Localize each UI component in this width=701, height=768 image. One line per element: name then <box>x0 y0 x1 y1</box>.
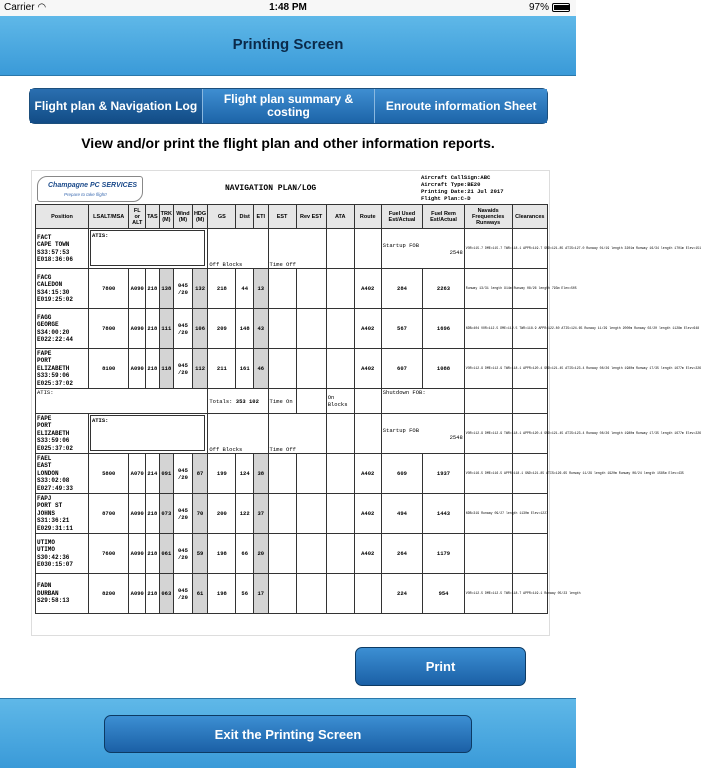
table-cell: 045 /20 <box>174 454 193 494</box>
waypoint-line: FACG <box>37 273 52 281</box>
column-header: Route <box>354 205 381 229</box>
table-cell <box>296 349 326 389</box>
table-cell: 061 <box>159 534 174 574</box>
waypoint-line: E018:36:06 <box>37 256 74 263</box>
table-cell: 112 <box>192 349 208 389</box>
table-cell <box>268 349 296 389</box>
table-cell <box>354 414 381 454</box>
totals-label: Totals: <box>209 397 233 405</box>
table-cell: 199 <box>208 454 236 494</box>
table-cell: 17 <box>254 574 269 614</box>
table-cell: 045 /20 <box>174 494 193 534</box>
table-row <box>36 269 548 309</box>
table-cell <box>296 389 326 414</box>
table-cell: 198 <box>208 534 236 574</box>
column-header: EST <box>268 205 296 229</box>
departure-row <box>36 229 548 269</box>
champagne-logo: Champagne PC SERVICES Prepare to take flight! <box>37 176 143 202</box>
waypoint-cell <box>36 494 89 534</box>
waypoint-cell <box>36 349 89 389</box>
table-cell: VOR=112.5 DME=112.5 TWR=118.7 APPR=119.1 Runway 05/23 length <box>464 574 512 614</box>
table-row <box>36 534 548 574</box>
table-cell <box>326 454 354 494</box>
time-off-label: Time Off <box>269 446 296 453</box>
navigation-log-table <box>35 204 701 614</box>
wifi-icon: ◠ <box>37 2 47 13</box>
waypoint-line: S29:58:13 <box>37 597 70 605</box>
off-blocks-label: Off Blocks <box>209 446 243 453</box>
table-cell <box>296 454 326 494</box>
column-header: ATA <box>326 205 354 229</box>
table-cell <box>208 389 268 414</box>
report-title: NAVIGATION PLAN/LOG <box>225 184 317 193</box>
table-cell: VOR=112.9 DME=112.9 TWR=118.1 APPR=120.4 GND=121.45 ATIS=123.4 Runway 08/26 length 1980m Runway 17/35 length 1677m Elev=226 <box>464 414 512 454</box>
waypoint-line: PORT ST <box>37 502 63 510</box>
waypoint-line: FAEL <box>37 454 52 462</box>
waypoint-line: S33:59:06 <box>37 372 70 380</box>
table-row <box>36 494 548 534</box>
table-cell: 70 <box>192 494 208 534</box>
waypoint-line: E027:49:33 <box>37 484 74 492</box>
table-cell: 198 <box>208 574 236 614</box>
table-cell: VOR=115.7 DME=115.7 TWR=118.1 APPR=119.7 GND=121.85 ATIS=127.0 Runway 01/19 length 3201m Runway 16/34 length 1701m Elev=151 <box>464 229 512 269</box>
column-header: Navaids Frequencies Runways <box>464 205 512 229</box>
table-cell: 218 <box>146 534 160 574</box>
table-cell: A402 <box>354 349 381 389</box>
status-time: 1:48 PM <box>269 2 307 13</box>
table-cell: 218 <box>146 309 160 349</box>
table-cell <box>88 414 207 454</box>
table-cell: 211 <box>208 349 236 389</box>
table-cell <box>208 229 268 269</box>
waypoint-line: PORT <box>37 422 52 430</box>
column-header: Position <box>36 205 89 229</box>
table-cell <box>268 229 326 269</box>
table-cell: 607 <box>381 349 423 389</box>
table-cell: 567 <box>381 309 423 349</box>
arrival-row <box>36 389 548 414</box>
atis-label: ATIS: <box>91 231 109 239</box>
column-header: Clearances <box>512 205 547 229</box>
tab-flight-plan-summary-costing[interactable]: Flight plan summary & costing <box>203 89 376 123</box>
table-cell: 1088 <box>423 349 465 389</box>
shutdown-fob-label: Shutdown FOB: <box>382 389 426 396</box>
waypoint-line: S31:36:21 <box>37 517 70 525</box>
waypoint-cell <box>36 229 89 269</box>
print-button[interactable]: Print <box>355 647 526 686</box>
table-cell: 8100 <box>88 349 129 389</box>
table-cell: 61 <box>192 574 208 614</box>
column-header: TAS <box>146 205 160 229</box>
waypoint-line: S34:00:20 <box>37 328 70 336</box>
table-cell: 122 <box>236 494 254 534</box>
waypoint-line: ELIZABETH <box>37 429 70 437</box>
status-bar <box>0 0 576 16</box>
table-cell: 224 <box>381 574 423 614</box>
table-cell: 59 <box>192 534 208 574</box>
table-cell <box>381 414 464 454</box>
table-cell <box>512 389 547 414</box>
table-cell: VOR=112.9 DME=112.9 TWR=118.1 APPR=120.4 GND=121.45 ATIS=123.4 Runway 08/26 length 1980m Runway 17/35 length 1677m Elev=226 <box>464 349 512 389</box>
table-cell: 7800 <box>88 269 129 309</box>
time-on-label: Time On <box>269 397 293 405</box>
waypoint-line: E019:25:02 <box>37 296 74 303</box>
table-cell <box>268 309 296 349</box>
waypoint-line: CALEDON <box>37 281 63 288</box>
table-cell: 1443 <box>423 494 465 534</box>
table-cell <box>381 389 464 414</box>
table-cell <box>326 574 354 614</box>
table-cell: 44 <box>236 269 254 309</box>
table-cell: NDB=319 Runway 09/27 length 1130m Elev=1227 <box>464 494 512 534</box>
table-header-row <box>36 205 548 229</box>
column-header: Rev EST <box>296 205 326 229</box>
startup-fob-value: 2548 <box>449 433 463 441</box>
table-cell: A090 <box>129 269 146 309</box>
table-cell: 13 <box>254 269 269 309</box>
table-cell: 38 <box>254 454 269 494</box>
time-off-label: Time Off <box>269 261 296 268</box>
column-header: Dist <box>236 205 254 229</box>
table-row <box>36 574 548 614</box>
atis-box <box>90 230 205 266</box>
table-cell: A402 <box>354 269 381 309</box>
report-header <box>35 174 548 204</box>
table-cell: A402 <box>354 494 381 534</box>
waypoint-line: EAST <box>37 462 52 470</box>
waypoint-line: S33:02:08 <box>37 477 70 485</box>
tab-enroute-information-sheet[interactable]: Enroute information Sheet <box>375 89 547 123</box>
table-cell: A402 <box>354 309 381 349</box>
carrier-label: Carrier ◠ <box>4 2 47 13</box>
table-cell <box>268 454 296 494</box>
table-cell: 609 <box>381 454 423 494</box>
table-cell: 161 <box>236 349 254 389</box>
report-preview[interactable] <box>31 170 701 636</box>
startup-fob-label: Startup FOB <box>382 426 420 434</box>
table-cell: 8200 <box>88 574 129 614</box>
table-cell <box>208 414 268 454</box>
table-cell: 045 /20 <box>174 349 193 389</box>
table-cell <box>512 534 547 574</box>
table-cell: 264 <box>381 534 423 574</box>
table-cell: 218 <box>208 269 236 309</box>
column-header: Fuel Rem Est/Actual <box>423 205 465 229</box>
waypoint-line: S33:57:53 <box>37 248 70 256</box>
column-header: LSALT/MSA <box>88 205 129 229</box>
table-cell <box>88 229 207 269</box>
table-cell: 209 <box>208 309 236 349</box>
waypoint-line: S30:42:36 <box>37 553 70 561</box>
waypoint-line: PORT <box>37 357 52 365</box>
table-cell: 284 <box>381 269 423 309</box>
table-cell: 045 /20 <box>174 269 193 309</box>
table-cell: 954 <box>423 574 465 614</box>
table-cell: 106 <box>192 309 208 349</box>
table-cell: 218 <box>146 349 160 389</box>
table-cell <box>326 494 354 534</box>
table-cell <box>326 389 354 414</box>
table-cell <box>36 389 208 414</box>
column-header: HDG (M) <box>192 205 208 229</box>
waypoint-line: LONDON <box>37 469 59 477</box>
total-distance: 353 <box>235 397 246 405</box>
waypoint-line: FAPE <box>37 349 52 357</box>
column-header: GS <box>208 205 236 229</box>
table-cell: 494 <box>381 494 423 534</box>
table-cell <box>326 269 354 309</box>
aircraft-info: Aircraft CallSign:ABC Aircraft Type:BE20 Printing Date:21 Jul 2017 Flight Plan:C-D <box>421 174 504 202</box>
table-cell: 37 <box>254 494 269 534</box>
table-cell: 2263 <box>423 269 465 309</box>
table-row <box>36 349 548 389</box>
table-cell: 87 <box>192 454 208 494</box>
table-cell: 1179 <box>423 534 465 574</box>
table-cell: A402 <box>354 534 381 574</box>
atis-box <box>90 415 205 451</box>
waypoint-line: JOHNS <box>37 509 56 517</box>
table-cell: 045 /20 <box>174 534 193 574</box>
table-cell: 20 <box>254 534 269 574</box>
table-cell: 138 <box>159 269 174 309</box>
table-cell: 7600 <box>88 534 129 574</box>
table-cell: A090 <box>129 349 146 389</box>
table-cell <box>296 309 326 349</box>
waypoint-line: S33:59:06 <box>37 437 70 445</box>
table-cell: 200 <box>208 494 236 534</box>
table-cell <box>354 389 381 414</box>
table-cell: 073 <box>159 494 174 534</box>
waypoint-line: FAPJ <box>37 494 52 502</box>
table-cell <box>326 349 354 389</box>
on-blocks-label: On Blocks <box>327 394 348 408</box>
waypoint-line: UTIMO <box>37 546 56 553</box>
table-cell: A402 <box>354 454 381 494</box>
table-cell: 124 <box>236 454 254 494</box>
waypoint-line: E030:15:07 <box>37 561 74 568</box>
waypoint-line: E029:31:11 <box>37 524 74 532</box>
table-cell: A070 <box>129 454 146 494</box>
departure-row <box>36 414 548 454</box>
waypoint-line: S34:15:30 <box>37 288 70 296</box>
table-cell: 1696 <box>423 309 465 349</box>
waypoint-line: FAGG <box>37 313 52 321</box>
table-cell: 43 <box>254 309 269 349</box>
table-cell: Runway 13/31 length 914m Runway 08/26 length 793m Elev=505 <box>464 269 512 309</box>
table-cell <box>268 414 326 454</box>
waypoint-line: E022:22:44 <box>37 336 74 343</box>
table-cell: 218 <box>146 269 160 309</box>
table-cell <box>268 269 296 309</box>
column-header: TRK (M) <box>159 205 174 229</box>
header-bar <box>0 16 576 76</box>
table-cell: 7800 <box>88 309 129 349</box>
table-cell <box>296 269 326 309</box>
table-cell <box>464 389 512 414</box>
table-cell: 045 /20 <box>174 574 193 614</box>
waypoint-line: CAPE TOWN <box>37 241 70 248</box>
table-cell: 214 <box>146 454 160 494</box>
table-cell: 5800 <box>88 454 129 494</box>
waypoint-cell <box>36 414 89 454</box>
report-tabs <box>29 88 548 124</box>
total-eti: 102 <box>248 397 259 405</box>
waypoint-line: ELIZABETH <box>37 364 70 372</box>
waypoint-line: FADN <box>37 582 52 590</box>
table-cell <box>296 574 326 614</box>
instruction-text: View and/or print the flight plan and other information reports. <box>81 135 495 151</box>
table-cell: A090 <box>129 494 146 534</box>
waypoint-cell <box>36 309 89 349</box>
waypoint-cell <box>36 454 89 494</box>
column-header: ETI <box>254 205 269 229</box>
table-cell <box>326 229 354 269</box>
exit-printing-button[interactable]: Exit the Printing Screen <box>104 715 472 753</box>
table-cell: 118 <box>159 349 174 389</box>
table-cell: 111 <box>159 309 174 349</box>
waypoint-line: E025:37:02 <box>37 379 74 387</box>
table-cell <box>326 414 354 454</box>
tab-flight-plan-navigation-log[interactable]: Flight plan & Navigation Log <box>30 89 203 123</box>
table-cell <box>381 229 464 269</box>
table-cell: 8700 <box>88 494 129 534</box>
table-cell: 218 <box>146 574 160 614</box>
table-row <box>36 309 548 349</box>
waypoint-line: GEORGE <box>37 321 59 328</box>
waypoint-cell <box>36 269 89 309</box>
waypoint-line: UTIMO <box>37 538 56 546</box>
waypoint-cell <box>36 534 89 574</box>
page-title: Printing Screen <box>232 36 344 53</box>
table-cell: NDB=404 VOR=112.5 DME=112.5 TWR=118.9 APPR=122.80 ATIS=124.65 Runway 11/29 length 2000m Runway 02/20 length 1128m Elev=648 <box>464 309 512 349</box>
waypoint-cell <box>36 574 89 614</box>
waypoint-line: E025:37:02 <box>37 444 74 452</box>
table-cell: 091 <box>159 454 174 494</box>
table-cell <box>326 534 354 574</box>
column-header: FL or ALT <box>129 205 146 229</box>
atis-label: ATIS: <box>91 416 109 424</box>
table-cell: A090 <box>129 309 146 349</box>
table-cell: A090 <box>129 574 146 614</box>
startup-fob-value: 2548 <box>449 248 463 256</box>
table-cell: 148 <box>236 309 254 349</box>
table-cell: 132 <box>192 269 208 309</box>
waypoint-line: FACT <box>37 233 52 241</box>
off-blocks-label: Off Blocks <box>209 261 243 268</box>
column-header: Fuel Used Est/Actual <box>381 205 423 229</box>
table-cell: 56 <box>236 574 254 614</box>
table-cell <box>326 309 354 349</box>
battery-icon <box>552 3 570 12</box>
startup-fob-label: Startup FOB <box>382 241 420 249</box>
table-cell <box>268 574 296 614</box>
table-cell: 218 <box>146 494 160 534</box>
table-cell: 045 /20 <box>174 309 193 349</box>
table-cell: VOR=116.5 DME=116.5 APPR=118.1 GND=121.85 ATIS=126.65 Runway 11/29 length 1920m Runway 06/24 length 1585m Elev=435 <box>464 454 512 494</box>
battery-status <box>529 2 570 13</box>
battery-percent: 97% <box>528 2 549 13</box>
table-cell: 1937 <box>423 454 465 494</box>
table-cell <box>268 389 296 414</box>
table-cell <box>296 494 326 534</box>
table-cell: 66 <box>236 534 254 574</box>
waypoint-line: FAPE <box>37 414 52 422</box>
table-cell <box>464 534 512 574</box>
table-cell: 46 <box>254 349 269 389</box>
table-cell <box>268 534 296 574</box>
table-cell: A090 <box>129 534 146 574</box>
table-cell <box>354 229 381 269</box>
waypoint-line: DURBAN <box>37 589 59 597</box>
table-cell <box>268 494 296 534</box>
table-cell <box>296 534 326 574</box>
table-cell <box>354 574 381 614</box>
table-cell: 063 <box>159 574 174 614</box>
table-row <box>36 454 548 494</box>
column-header: Wind (M) <box>174 205 193 229</box>
atis-label: ATIS: <box>37 389 54 396</box>
